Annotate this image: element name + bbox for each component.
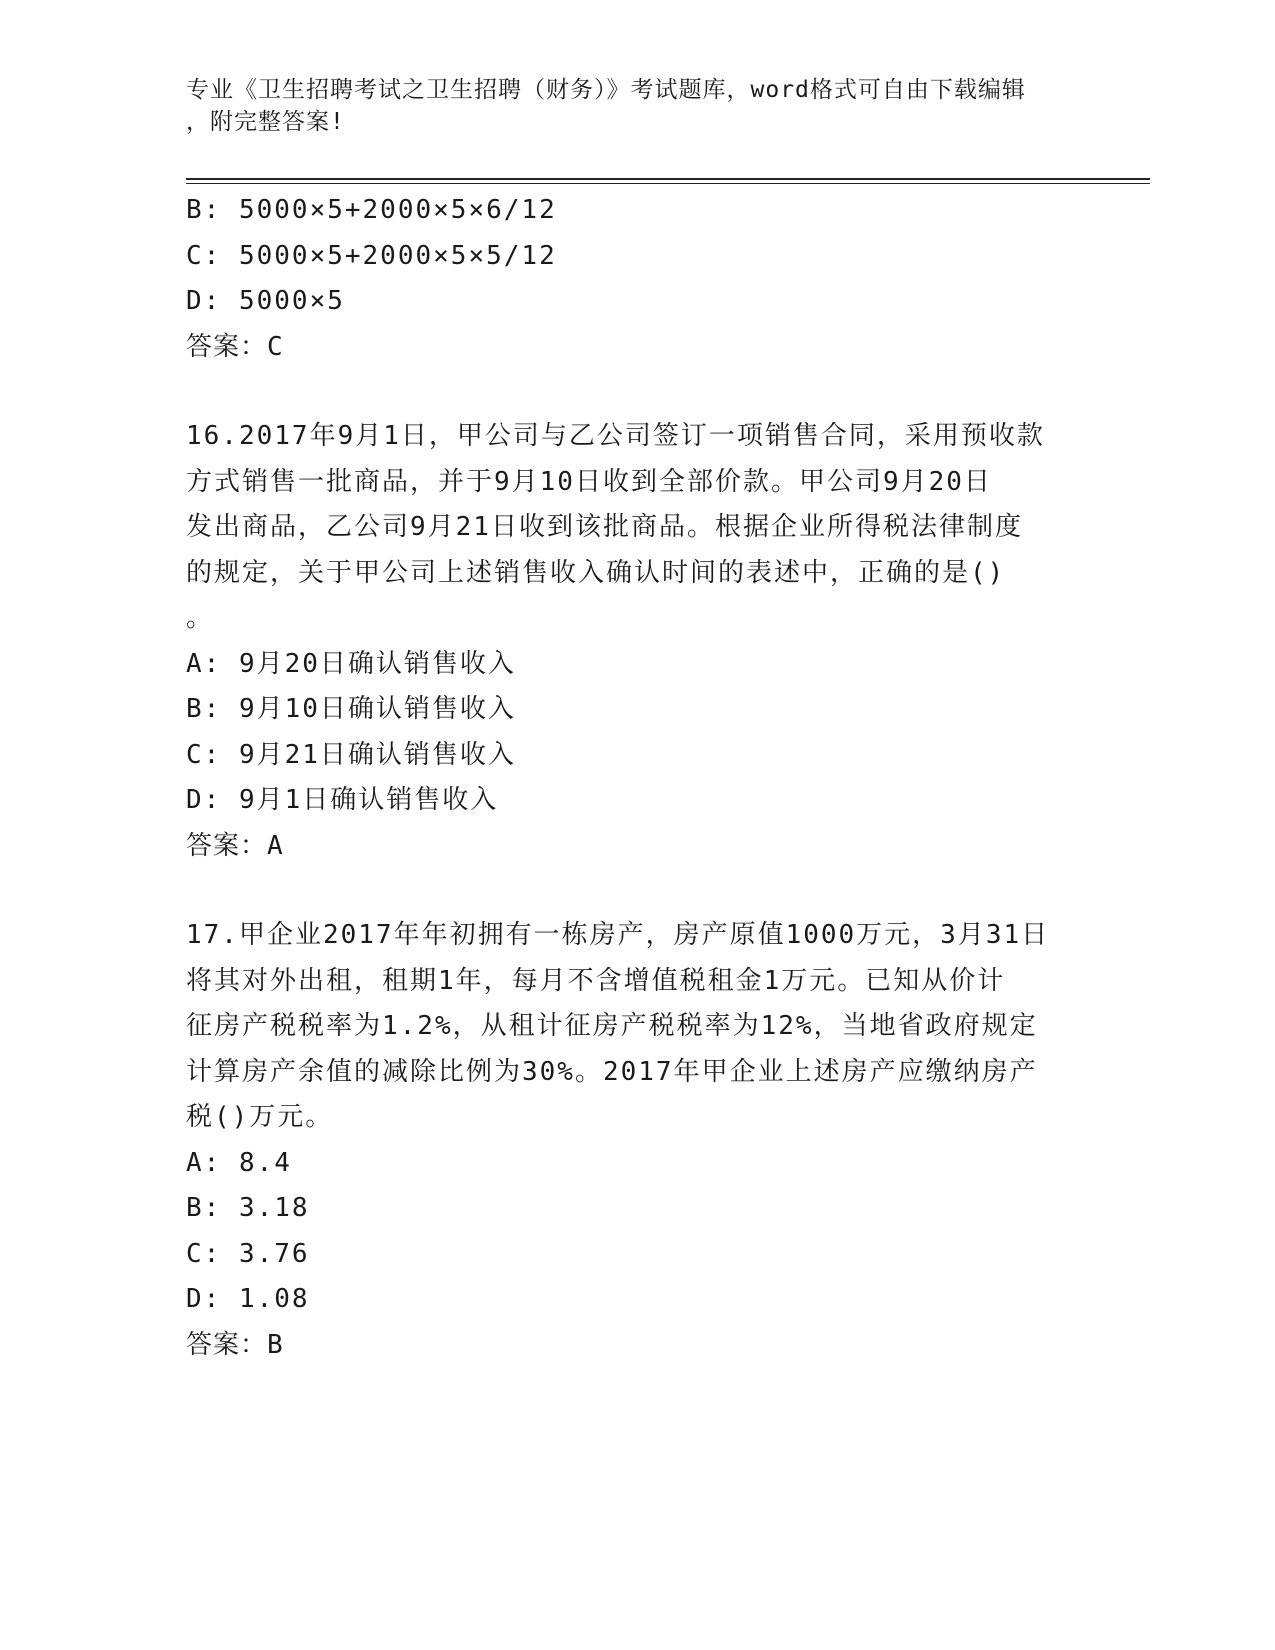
question-17-block	[186, 913, 1086, 1368]
answer-label: 答案：	[186, 1329, 268, 1360]
option-b: B: 5000×5+2000×5×6/12	[186, 195, 557, 225]
spacer	[186, 370, 1086, 414]
option-c: C: 3.76	[186, 1238, 310, 1269]
question-line: 计算房产余值的减除比例为30%。2017年甲企业上述房产应缴纳房产	[186, 1056, 1038, 1087]
question-15-block	[186, 188, 1086, 370]
option-c: C: 5000×5+2000×5×5/12	[186, 240, 557, 271]
header-divider-thick	[186, 178, 1150, 180]
answer-label: 答案：	[186, 331, 268, 362]
option-b: B: 9月10日确认销售收入	[186, 694, 516, 724]
answer-line	[186, 325, 1086, 371]
document-header	[186, 74, 1086, 138]
option-a: A: 9月20日确认销售收入	[186, 648, 516, 679]
option-c: C: 9月21日确认销售收入	[186, 739, 516, 770]
option-a: A: 8.4	[186, 1147, 292, 1178]
answer-value: A	[267, 830, 284, 861]
header-divider-thin	[186, 183, 1150, 184]
question-line: 16.2017年9月1日，甲公司与乙公司签订一项销售合同，采用预收款	[186, 421, 1045, 451]
option-b: B: 3.18	[186, 1193, 310, 1223]
spacer	[186, 869, 1086, 913]
answer-line	[186, 1323, 1086, 1369]
question-16-text	[186, 414, 1076, 642]
question-line: 的规定，关于甲公司上述销售收入确认时间的表述中，正确的是()	[186, 557, 1006, 588]
question-line: 。	[186, 603, 215, 633]
question-line: 征房产税税率为1.2%，从租计征房产税税率为12%，当地省政府规定	[186, 1011, 1038, 1041]
document-body	[186, 188, 1086, 1368]
answer-label: 答案：	[186, 830, 268, 861]
question-16-block	[186, 414, 1086, 869]
option-d: D: 5000×5	[186, 286, 345, 316]
option-d: D: 1.08	[186, 1284, 310, 1314]
question-line: 方式销售一批商品，并于9月10日收到全部价款。甲公司9月20日	[186, 466, 992, 497]
header-line-2: ，附完整答案!	[186, 109, 345, 135]
answer-line	[186, 824, 1086, 870]
answer-value: B	[267, 1329, 284, 1360]
option-d: D: 9月1日确认销售收入	[186, 785, 499, 815]
question-line: 将其对外出租，租期1年，每月不含增值税租金1万元。已知从价计	[186, 965, 1006, 996]
answer-value: C	[267, 331, 284, 362]
question-line: 税()万元。	[186, 1102, 334, 1132]
question-line: 17.甲企业2017年年初拥有一栋房产，房产原值1000万元，3月31日	[186, 920, 1050, 950]
question-line: 发出商品，乙公司9月21日收到该批商品。根据企业所得税法律制度	[186, 512, 1023, 542]
question-17-text	[186, 913, 1076, 1141]
header-line-1: 专业《卫生招聘考试之卫生招聘（财务）》考试题库，word格式可自由下载编辑	[186, 77, 1026, 103]
